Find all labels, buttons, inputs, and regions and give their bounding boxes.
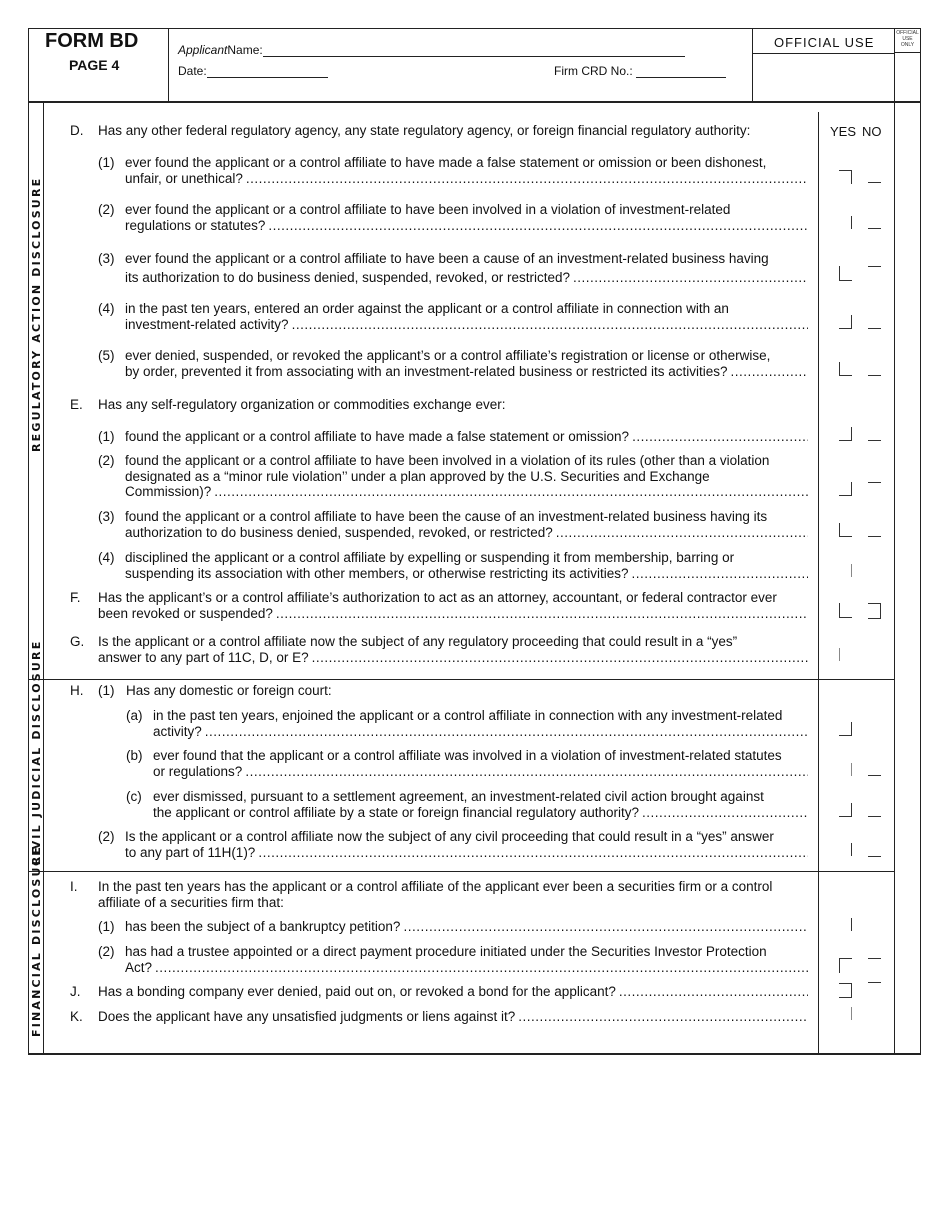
applicant-name-field[interactable] [178, 43, 685, 57]
item-line-1: has had a trustee appointed or a direct payment procedure initiated under the Securities Investor Protection [125, 944, 767, 959]
no-checkbox-h1c[interactable] [868, 816, 881, 817]
dot-leader [292, 317, 808, 333]
item-line-2: activity? [153, 723, 202, 739]
yes-checkbox-e2[interactable] [839, 482, 852, 496]
yes-checkbox-h1a[interactable] [839, 722, 852, 736]
dot-leader [268, 218, 808, 234]
no-checkbox-i2[interactable] [868, 958, 881, 959]
item-line-2: its authorization to do business denied, suspended, revoked, or restricted? [125, 270, 571, 285]
item-number: (4) [98, 550, 115, 565]
dot-leader [631, 566, 808, 582]
item-number: (4) [98, 301, 115, 316]
item-line-2: designated as a “minor rule violation’’ under a plan approved by the U.S. Securities and Exchange [125, 468, 710, 484]
item-line-1: in the past ten years, enjoined the applicant or a control affiliate in connection with any investment-related [153, 708, 783, 723]
no-checkbox-e3[interactable] [868, 536, 881, 537]
item-line-1: ever found the applicant or a control affiliate to have been a cause of an investment-related business having [125, 251, 769, 266]
item-line-2: unfair, or unethical? [125, 170, 243, 186]
official-use-small-line-2: USE [902, 36, 913, 42]
item-line-2: or regulations? [153, 763, 243, 779]
dot-leader [312, 650, 808, 666]
page-number: PAGE 4 [69, 57, 120, 73]
dot-leader [731, 364, 808, 380]
no-checkbox-d1[interactable] [868, 182, 881, 183]
yes-checkbox-f[interactable] [839, 603, 852, 618]
question-line-1: Has a bonding company ever denied, paid out on, or revoked a bond for the applicant? [98, 984, 616, 999]
no-column-header: NO [862, 124, 882, 139]
item-number: (1) [98, 429, 115, 444]
yes-checkbox-i1[interactable] [851, 918, 853, 931]
dot-leader [245, 764, 808, 780]
item-line-1: ever found the applicant or a control affiliate to have been involved in a violation of investment-related [125, 202, 731, 217]
yes-checkbox-j[interactable] [839, 983, 852, 998]
form-title: FORM BD [45, 30, 139, 52]
question-letter: J. [70, 984, 81, 999]
firm-crd-field[interactable] [554, 64, 726, 78]
dot-leader [573, 268, 808, 287]
name-label: Name: [227, 43, 263, 57]
item-number: (a) [126, 708, 143, 723]
item-line-1: ever found the applicant or a control affiliate to have made a false statement or omission or been dishonest, [125, 155, 767, 170]
item-number: (1) [98, 919, 115, 934]
yes-checkbox-h2[interactable] [851, 843, 853, 856]
yes-checkbox-i2[interactable] [839, 958, 852, 973]
item-line-2: Act? [125, 959, 153, 975]
item-line-1: found the applicant or a control affiliate to have been the cause of an investment-related business having its [125, 509, 768, 524]
applicant-name-input[interactable] [263, 44, 685, 57]
item-number: (3) [98, 251, 115, 266]
dot-leader [246, 171, 808, 187]
no-checkbox-d5[interactable] [868, 375, 881, 376]
item-number: (c) [126, 789, 142, 804]
item-line-2: by order, prevented it from associating with an investment-related business or restricted its activities? [125, 363, 728, 379]
date-input[interactable] [207, 65, 328, 78]
item-line-3: Commission)? [125, 484, 212, 499]
yes-column-header: YES [830, 124, 857, 139]
no-checkbox-d3[interactable] [868, 266, 881, 267]
dot-leader [205, 724, 808, 740]
official-use-label: OFFICIAL USE [774, 35, 875, 50]
item-line-1: ever found that the applicant or a control affiliate was involved in a violation of investment-related statutes [153, 748, 782, 763]
item-line-2: regulations or statutes? [125, 217, 266, 233]
question-letter: D. [70, 123, 84, 138]
item-line-1: disciplined the applicant or a control affiliate by expelling or suspending it from membership, barring or [125, 550, 735, 565]
official-use-small-line-1: OFFICIAL [896, 30, 919, 36]
dot-leader [258, 845, 808, 861]
question-letter: I. [70, 879, 78, 894]
yes-checkbox-h1c[interactable] [839, 803, 852, 817]
item-line-2: to any part of 11H(1)? [125, 844, 256, 860]
yes-checkbox-d1[interactable] [839, 170, 852, 184]
question-line-1: Has the applicant’s or a control affiliate’s authorization to act as an attorney, accountant, or federal contractor ever [98, 590, 777, 605]
item-number: (2) [98, 944, 115, 959]
question-line-1: Does the applicant have any unsatisfied judgments or liens against it? [98, 1009, 516, 1024]
date-label: Date: [178, 64, 207, 78]
yes-checkbox-g[interactable] [839, 648, 841, 661]
item-number: (1) [98, 683, 115, 698]
question-letter: H. [70, 683, 84, 698]
dot-leader [214, 484, 808, 500]
item-number: (2) [98, 202, 115, 217]
dot-leader [518, 1009, 808, 1025]
item-number: (5) [98, 348, 115, 363]
item-line-2: the applicant or control affiliate by a state or foreign financial regulatory authority? [153, 804, 640, 820]
dot-leader [632, 429, 808, 445]
section-financial-title: FINANCIAL DISCLOSURE [30, 844, 43, 1037]
question-line-2: affiliate of a securities firm that: [98, 894, 284, 910]
section-civil-title: CIVIL JUDICIAL DISCLOSURE [30, 639, 43, 866]
question-line-2: been revoked or suspended? [98, 605, 273, 621]
no-checkbox-e1[interactable] [868, 440, 881, 441]
dot-leader [155, 960, 808, 976]
no-checkbox-j[interactable] [868, 982, 881, 983]
no-checkbox-d2[interactable] [868, 228, 881, 229]
question-text: Has any self-regulatory organization or commodities exchange ever: [98, 397, 506, 412]
yes-checkbox-k[interactable] [851, 1007, 853, 1020]
applicant-label: Applicant [178, 43, 228, 57]
question-text: Has any domestic or foreign court: [126, 683, 332, 698]
item-number: (1) [98, 155, 115, 170]
item-line-1: ever dismissed, pursuant to a settlement agreement, an investment-related civil action brought against [153, 789, 764, 804]
item-line-1: Is the applicant or a control affiliate now the subject of any civil proceeding that could result in a “yes” answer [125, 829, 774, 844]
dot-leader [403, 919, 808, 935]
yes-checkbox-h1b[interactable] [851, 763, 853, 776]
question-line-2: answer to any part of 11C, D, or E? [98, 649, 309, 665]
item-line-2: suspending its association with other members, or otherwise restricting its activities? [125, 565, 629, 581]
item-line-2: investment-related activity? [125, 316, 289, 332]
question-line-1: In the past ten years has the applicant or a control affiliate of the applicant ever been a securities firm or a control [98, 879, 773, 894]
no-checkbox-e2[interactable] [868, 482, 881, 483]
question-line-1: Is the applicant or a control affiliate now the subject of any regulatory proceeding that could result in a “yes” [98, 634, 738, 649]
item-number: (2) [98, 453, 115, 468]
official-use-small-line-3: ONLY [900, 42, 915, 48]
item-line-1: ever denied, suspended, or revoked the applicant’s or a control affiliate’s registration or license or otherwise, [125, 348, 771, 363]
question-letter: E. [70, 397, 83, 412]
firm-crd-label: Firm CRD No.: [554, 64, 633, 78]
item-line-1: has been the subject of a bankruptcy petition? [125, 919, 401, 934]
item-line-1: found the applicant or a control affiliate to have made a false statement or omission? [125, 429, 630, 444]
item-line-2: authorization to do business denied, suspended, revoked, or restricted? [125, 524, 553, 540]
item-line-1: found the applicant or a control affiliate to have been involved in a violation of its rules (other than a violation [125, 453, 770, 468]
yes-checkbox-d3[interactable] [839, 266, 852, 281]
yes-checkbox-d4[interactable] [839, 315, 852, 329]
yes-checkbox-e4[interactable] [851, 564, 853, 577]
item-number: (2) [98, 829, 115, 844]
item-number: (3) [98, 509, 115, 524]
question-text: Has any other federal regulatory agency, any state regulatory agency, or foreign financial regulatory authority: [98, 123, 751, 138]
question-letter: G. [70, 634, 85, 649]
firm-crd-input[interactable] [636, 65, 726, 78]
question-letter: K. [70, 1009, 83, 1024]
question-letter: F. [70, 590, 81, 605]
dot-leader [556, 525, 808, 541]
no-checkbox-h1b[interactable] [868, 775, 881, 776]
date-field[interactable] [178, 64, 328, 78]
yes-checkbox-d2[interactable] [851, 216, 853, 229]
dot-leader [642, 805, 808, 821]
item-number: (b) [126, 748, 143, 763]
no-checkbox-d4[interactable] [868, 328, 881, 329]
official-use-small [895, 30, 920, 48]
yes-checkbox-e1[interactable] [839, 427, 852, 441]
no-checkbox-f[interactable] [868, 603, 881, 619]
item-line-1: in the past ten years, entered an order against the applicant or a control affiliate in connection with an [125, 301, 729, 316]
section-regulatory-title: REGULATORY ACTION DISCLOSURE [30, 176, 43, 452]
dot-leader [276, 606, 808, 622]
yes-checkbox-e3[interactable] [839, 523, 852, 537]
no-checkbox-h2[interactable] [868, 856, 881, 857]
dot-leader [619, 984, 808, 1000]
yes-checkbox-d5[interactable] [839, 362, 852, 376]
